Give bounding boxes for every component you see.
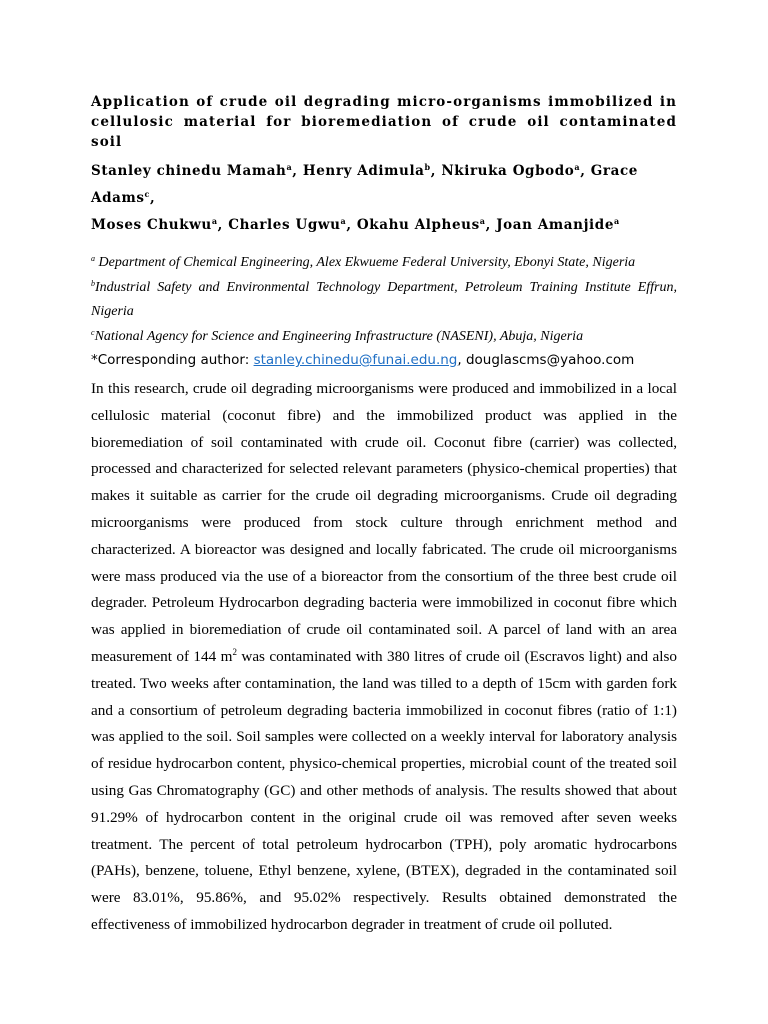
author-name: Henry Adimula [302,163,425,179]
author-name: Nkiruka Ogbodo [441,163,575,179]
author-affiliation-mark: a [211,216,218,226]
author-name: Okahu Alpheus [356,217,480,233]
paper-title: Application of crude oil degrading micro-organisms immobilized in cellulosic material for bioremediation of crude oil contaminated soil [91,94,677,150]
affiliation-text: Industrial Safety and Environmental Technology Department, Petroleum Training Institute Effrun, Nigeria [91,279,677,319]
affiliation-mark: c [91,327,95,337]
corresponding-label: *Corresponding author: [91,352,254,368]
author-list: Stanley chinedu Mamah$^a$, Henry Adimula$^b$, Nkiruka Ogbodo$^a$, Grace Adams$^c$, Moses Chukwu$^a$, Charles Ugwu$^a$, Okahu Alpheus$^a$, Joan Amanjide$^a$ [91,162,638,233]
author-affiliation-mark: a [574,162,581,172]
affiliation-b [91,276,677,325]
author-affiliation-mark: a [614,216,620,226]
author-name: Stanley chinedu Mamah [91,163,287,179]
author-affiliation-mark: a [340,216,347,226]
affiliation-mark: b [91,278,95,288]
abstract-text-continued: was contaminated with 380 litres of crude oil (Escravos light) and also treated. Two weeks after contamination, the land was tilled to a depth of 15cm with garden fork and a consortium of petroleum degrading bacteria immobilized in coconut fibres (ratio of 1:1) was applied to the soil. Soil samples were collected on a weekly interval for laboratory analysis of residue hydrocarbon content, physico-chemical properties, microbial count of the treated soil using Gas Chromatography (GC) and other methods of analysis. The results showed that about 91.29% of hydrocarbon content in the original crude oil was removed after seven weeks treatment. The percent of total petroleum hydrocarbon (TPH), poly aromatic hydrocarbons (PAHs), benzene, toluene, Ethyl benzene, xylene, (BTEX), degraded in the contaminated soil were 83.01%, 95.86%, and 95.02% respectively. Results obtained demonstrated the effectiveness of immobilized hydrocarbon degrader in treatment of crude oil polluted. [91,647,677,933]
author-affiliation-mark: a [286,162,293,172]
unit-superscript: 2 [232,646,237,657]
abstract [91,376,677,939]
affiliation-list [91,251,677,349]
affiliation-text: Department of Chemical Engineering, Alex Ekwueme Federal University, Ebonyi State, Nigeria [95,255,636,270]
author-affiliation-mark: c [144,189,151,199]
email-separator: , [457,352,466,368]
author-name: Joan Amanjide [496,217,615,233]
author-name: Moses Chukwu [91,217,212,233]
author-name: Grace Adams [91,163,638,206]
author-affiliation-mark: b [424,162,431,172]
affiliation-c [91,325,677,350]
author-affiliation-mark: a [479,216,486,226]
secondary-email: douglascms@yahoo.com [465,352,635,368]
paper-page [91,92,677,954]
affiliation-mark: a [91,254,95,263]
affiliation-a [91,251,677,276]
corresponding-email-link[interactable]: stanley.chinedu@funai.edu.ng [253,352,458,368]
abstract-text: In this research, crude oil degrading microorganisms were produced and immobilized in a local cellulosic material (coconut fibre) and the immobilized product was applied in the bioremediation of soil contaminated with crude oil. Coconut fibre (carrier) was collected, processed and characterized for selected relevant parameters (physico-chemical properties) that makes it suitable as carrier for the crude oil degrading microorganisms. Crude oil degrading microorganisms were produced from stock culture through enrichment method and characterized. A bioreactor was designed and locally fabricated. The crude oil microorganisms were mass produced via the use of a bioreactor from the consortium of the three best crude oil degrader. Petroleum Hydrocarbon degrading bacteria were immobilized in coconut fibre which was applied in bioremediation of crude oil contaminated soil. A parcel of land with an area measurement of 144 m [91,380,677,665]
author-name: Charles Ugwu [228,217,341,233]
corresponding-author [91,350,677,370]
affiliation-text: National Agency for Science and Engineering Infrastructure (NASENI), Abuja, Nigeria [94,328,584,344]
